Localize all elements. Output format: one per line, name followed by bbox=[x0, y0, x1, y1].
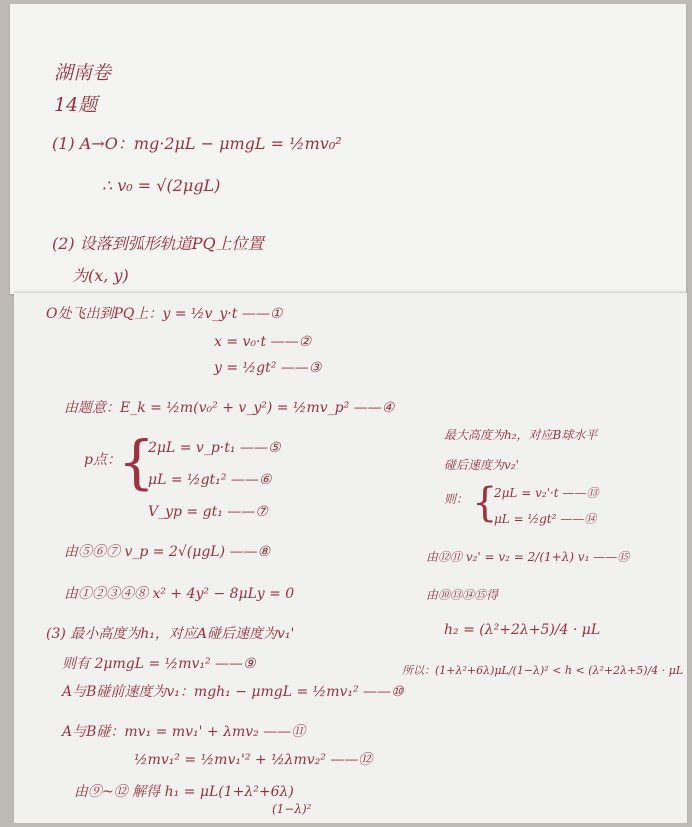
part3-intro: (3) 最小高度为h₁，对应A碰后速度为v₁' bbox=[46, 626, 295, 642]
paper-sheet-bottom bbox=[14, 292, 687, 823]
eq-6: μL = ½gt₁² ——⑥ bbox=[148, 472, 272, 488]
h1-denominator: (1−λ)² bbox=[272, 802, 312, 816]
eq-4: 由题意：E_k = ½m(v₀² + v_y²) = ½mv_p² ——④ bbox=[64, 400, 395, 416]
then-label: 则： bbox=[444, 492, 469, 506]
eq-9: 则有 2μmgL = ½mv₁² ——⑨ bbox=[62, 656, 256, 672]
final-range: 所以：(1+λ²+6λ)μL/(1−λ)² < h < (λ²+2λ+5)/4 · μL bbox=[402, 664, 684, 677]
p-point-label: p点： bbox=[84, 452, 121, 468]
h2-result: h₂ = (λ²+2λ+5)/4 · μL bbox=[444, 622, 601, 638]
part3-max-velocity: 碰后速度为v₂' bbox=[444, 458, 519, 472]
eq-1: O处飞出到PQ上：y = ½v_y·t ——① bbox=[46, 306, 283, 322]
eq-7: V_yp = gt₁ ——⑦ bbox=[148, 504, 268, 520]
brace-right: { bbox=[472, 480, 498, 526]
eq-8: 由⑤⑥⑦ v_p = 2√(μgL) ——⑧ bbox=[64, 544, 271, 560]
eq-12: ½mv₁² = ½mv₁'² + ½λmv₂² ——⑫ bbox=[134, 752, 373, 768]
eq-3: y = ½gt² ——③ bbox=[214, 360, 322, 376]
eq-15: 由⑫⑪ v₂' = v₂ = 2/(1+λ) v₁ ——⑮ bbox=[426, 550, 630, 564]
eq-13: 2μL = v₂'·t ——⑬ bbox=[494, 486, 599, 500]
line-part2-point: 为(x, y) bbox=[72, 266, 129, 285]
trajectory-eq: 由①②③④⑧ x² + 4y² − 8μLy = 0 bbox=[64, 586, 295, 602]
part3-max-intro: 最大高度为h₂，对应B球水平 bbox=[444, 428, 598, 442]
header-label: 湖南卷 bbox=[54, 62, 112, 84]
h1-result: 由⑨~⑫ 解得 h₁ = μL(1+λ²+6λ) bbox=[74, 784, 294, 800]
eq-14: μL = ½gt² ——⑭ bbox=[494, 512, 597, 526]
question-number: 14题 bbox=[54, 94, 98, 116]
eq-5: 2μL = v_p·t₁ ——⑤ bbox=[148, 440, 281, 456]
eq-11: A与B碰：mv₁ = mv₁' + λmv₂ ——⑪ bbox=[62, 724, 306, 740]
brace-left: { bbox=[118, 428, 155, 496]
combine-label: 由⑩⑬⑭⑮得 bbox=[426, 588, 499, 602]
eq-2: x = v₀·t ——② bbox=[214, 334, 312, 350]
eq-10: A与B碰前速度为v₁：mgh₁ − μmgL = ½mv₁² ——⑩ bbox=[62, 684, 404, 700]
line-part1-result: ∴ v₀ = √(2μgL) bbox=[102, 176, 221, 195]
paper-sheet-top bbox=[10, 4, 686, 294]
line-part2-intro: (2) 设落到弧形轨道PQ上位置 bbox=[52, 234, 264, 253]
line-part1-eq: (1) A→O：mg·2μL − μmgL = ½mv₀² bbox=[52, 134, 342, 153]
